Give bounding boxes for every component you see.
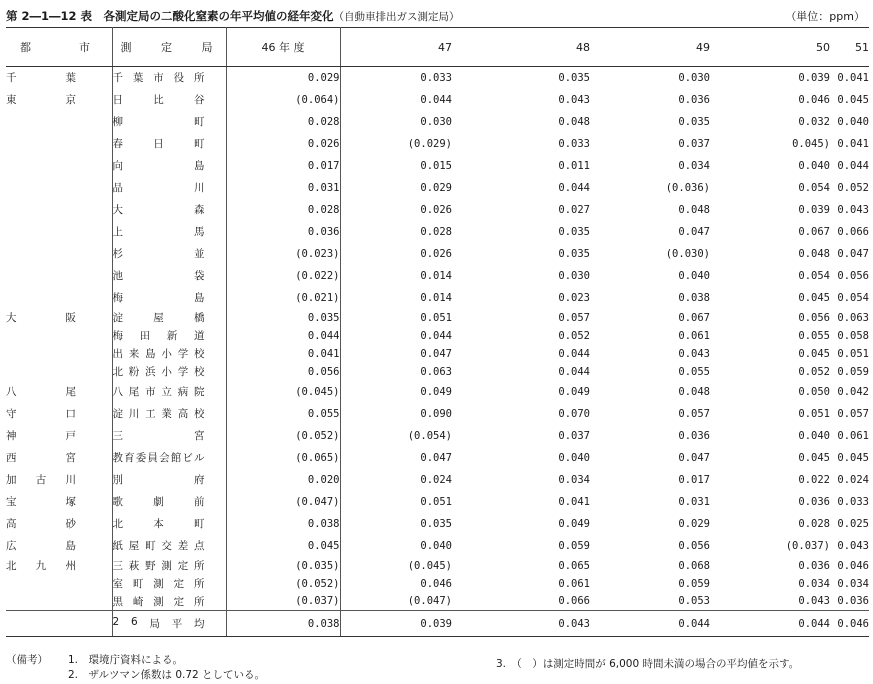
- station-cell: 北 粉 浜 小 学 校: [112, 363, 226, 381]
- value-cell: 0.029: [420, 181, 452, 194]
- note-3: 3. （ ）は測定時間が 6,000 時間未満の場合の平均値を示す。: [496, 658, 800, 670]
- value-cell: 0.051: [420, 495, 452, 508]
- value-cell: 0.047: [420, 347, 452, 360]
- value-cell: 0.045: [837, 451, 869, 464]
- value-cell: 0.056: [226, 363, 340, 381]
- value-cell: 0.049: [558, 517, 590, 530]
- value-cell: 0.033: [558, 137, 590, 150]
- value-cell: (0.052): [226, 575, 340, 593]
- value-cell: 0.045: [798, 291, 830, 304]
- value-cell: 0.057: [837, 407, 869, 420]
- table-row: [6, 491, 869, 513]
- value-cell: 0.051: [837, 347, 869, 360]
- city-cell: [6, 593, 112, 611]
- subtitle-text: （自動車排出ガス測定局）: [333, 11, 460, 23]
- value-cell: (0.045): [407, 559, 452, 572]
- header-year-48: 48: [452, 28, 590, 67]
- city-cell: 加 古 川: [6, 469, 112, 491]
- table-row: [6, 363, 869, 381]
- table-row: [6, 221, 869, 243]
- table-row: [6, 575, 869, 593]
- value-cell: 0.036: [678, 93, 710, 106]
- station-cell: 梅 田 新 道: [112, 327, 226, 345]
- value-cell: 0.048: [558, 115, 590, 128]
- city-cell: [6, 265, 112, 287]
- city-cell: [6, 575, 112, 593]
- table-row: [6, 111, 869, 133]
- station-cell: 歌 劇 前: [112, 491, 226, 513]
- value-cell: 0.040: [837, 115, 869, 128]
- station-cell: 品 川: [112, 177, 226, 199]
- table-row: [6, 535, 869, 557]
- value-cell: 0.028: [226, 199, 340, 221]
- value-cell: 0.047: [420, 451, 452, 464]
- value-cell: 0.030: [678, 71, 710, 84]
- station-cell: 上 馬: [112, 221, 226, 243]
- station-cell: 三 宮: [112, 425, 226, 447]
- value-cell: 0.040: [798, 159, 830, 172]
- value-cell: (0.052): [226, 425, 340, 447]
- station-cell: 向 島: [112, 155, 226, 177]
- station-cell: 2 6 局 平 均: [112, 611, 226, 637]
- value-cell: 0.028: [798, 517, 830, 530]
- table-row: [6, 287, 869, 309]
- value-cell: 0.038: [226, 611, 340, 637]
- value-cell: (0.029): [407, 137, 452, 150]
- table-title: [6, 8, 460, 24]
- city-cell: [6, 111, 112, 133]
- value-cell: 0.046: [837, 559, 869, 572]
- value-cell: 0.051: [798, 407, 830, 420]
- value-cell: 0.042: [837, 385, 869, 398]
- value-cell: 0.054: [837, 291, 869, 304]
- value-cell: 0.059: [837, 365, 869, 378]
- value-cell: 0.047: [678, 225, 710, 238]
- value-cell: 0.045): [792, 137, 830, 150]
- value-cell: 0.036: [226, 221, 340, 243]
- value-cell: 0.040: [678, 269, 710, 282]
- value-cell: 0.046: [798, 93, 830, 106]
- value-cell: 0.044: [710, 611, 830, 637]
- station-cell: 大 森: [112, 199, 226, 221]
- table-row: [6, 89, 869, 111]
- city-cell: 宝 塚: [6, 491, 112, 513]
- value-cell: 0.044: [590, 611, 710, 637]
- value-cell: 0.034: [678, 159, 710, 172]
- value-cell: 0.055: [226, 403, 340, 425]
- value-cell: (0.022): [226, 265, 340, 287]
- value-cell: 0.024: [420, 473, 452, 486]
- value-cell: 0.059: [558, 539, 590, 552]
- value-cell: 0.046: [830, 611, 869, 637]
- table-row: [6, 403, 869, 425]
- table-row: [6, 177, 869, 199]
- value-cell: (0.023): [226, 243, 340, 265]
- value-cell: 0.039: [798, 203, 830, 216]
- header-station: 測 定 局: [112, 28, 226, 67]
- value-cell: 0.040: [798, 429, 830, 442]
- value-cell: 0.054: [798, 269, 830, 282]
- value-cell: 0.041: [558, 495, 590, 508]
- city-cell: [6, 243, 112, 265]
- station-cell: 黒 崎 測 定 所: [112, 593, 226, 611]
- value-cell: 0.043: [837, 203, 869, 216]
- value-cell: 0.017: [226, 155, 340, 177]
- value-cell: 0.030: [420, 115, 452, 128]
- station-cell: 淀 屋 橋: [112, 309, 226, 327]
- value-cell: (0.064): [226, 89, 340, 111]
- value-cell: 0.043: [678, 347, 710, 360]
- value-cell: 0.024: [837, 473, 869, 486]
- value-cell: 0.045: [798, 347, 830, 360]
- value-cell: 0.038: [226, 513, 340, 535]
- header-year-47: 47: [340, 28, 452, 67]
- value-cell: 0.028: [420, 225, 452, 238]
- value-cell: 0.054: [798, 181, 830, 194]
- summary-row: [6, 611, 869, 637]
- header-year-51: 51: [830, 28, 869, 67]
- value-cell: 0.033: [420, 71, 452, 84]
- value-cell: (0.021): [226, 287, 340, 309]
- value-cell: (0.045): [226, 381, 340, 403]
- station-cell: 柳 町: [112, 111, 226, 133]
- value-cell: 0.044: [558, 181, 590, 194]
- station-cell: 八 尾 市 立 病 院: [112, 381, 226, 403]
- value-cell: 0.044: [420, 329, 452, 342]
- value-cell: 0.014: [420, 291, 452, 304]
- value-cell: 0.040: [420, 539, 452, 552]
- value-cell: 0.035: [558, 225, 590, 238]
- table-row: [6, 345, 869, 363]
- value-cell: 0.037: [678, 137, 710, 150]
- city-cell: [6, 199, 112, 221]
- header-city: 都 市: [6, 28, 112, 67]
- value-cell: 0.053: [678, 595, 710, 608]
- value-cell: 0.015: [420, 159, 452, 172]
- table-row: [6, 381, 869, 403]
- station-cell: 出 来 島 小 学 校: [112, 345, 226, 363]
- value-cell: (0.037): [785, 539, 830, 552]
- value-cell: 0.043: [837, 539, 869, 552]
- value-cell: 0.057: [678, 407, 710, 420]
- value-cell: 0.052: [558, 329, 590, 342]
- value-cell: 0.044: [420, 93, 452, 106]
- city-cell: 守 口: [6, 403, 112, 425]
- value-cell: 0.023: [558, 291, 590, 304]
- unit-label: （単位：ppm）: [785, 10, 865, 23]
- city-cell: 西 宮: [6, 447, 112, 469]
- value-cell: 0.063: [420, 365, 452, 378]
- value-cell: 0.047: [837, 247, 869, 260]
- value-cell: 0.045: [798, 451, 830, 464]
- value-cell: 0.065: [558, 559, 590, 572]
- value-cell: 0.043: [558, 93, 590, 106]
- table-row: [6, 67, 869, 89]
- value-cell: 0.028: [226, 111, 340, 133]
- value-cell: 0.067: [678, 311, 710, 324]
- value-cell: 0.017: [678, 473, 710, 486]
- value-cell: (0.036): [665, 181, 710, 194]
- value-cell: 0.046: [420, 577, 452, 590]
- table-row: [6, 155, 869, 177]
- value-cell: 0.035: [678, 115, 710, 128]
- value-cell: 0.059: [678, 577, 710, 590]
- value-cell: 0.055: [678, 365, 710, 378]
- value-cell: 0.035: [558, 71, 590, 84]
- value-cell: 0.034: [558, 473, 590, 486]
- table-row: [6, 133, 869, 155]
- value-cell: 0.052: [837, 181, 869, 194]
- value-cell: 0.039: [798, 71, 830, 84]
- value-cell: 0.061: [837, 429, 869, 442]
- value-cell: 0.036: [798, 495, 830, 508]
- value-cell: 0.061: [678, 329, 710, 342]
- value-cell: 0.041: [226, 345, 340, 363]
- value-cell: 0.044: [558, 365, 590, 378]
- table-row: [6, 327, 869, 345]
- value-cell: 0.041: [837, 71, 869, 84]
- header-year-50: 50: [710, 28, 830, 67]
- table-row: [6, 469, 869, 491]
- value-cell: 0.011: [558, 159, 590, 172]
- value-cell: 0.066: [558, 595, 590, 608]
- table-row: [6, 425, 869, 447]
- table-body: [6, 67, 869, 637]
- value-cell: 0.052: [798, 365, 830, 378]
- city-cell: [6, 611, 112, 637]
- station-cell: 春 日 町: [112, 133, 226, 155]
- table-row: [6, 265, 869, 287]
- value-cell: 0.030: [558, 269, 590, 282]
- value-cell: 0.056: [798, 311, 830, 324]
- value-cell: 0.048: [798, 247, 830, 260]
- city-cell: 北 九 州: [6, 557, 112, 575]
- value-cell: 0.034: [798, 577, 830, 590]
- header-year-46: 46 年 度: [226, 28, 340, 67]
- table-row: [6, 309, 869, 327]
- station-cell: 池 袋: [112, 265, 226, 287]
- station-cell: 杉 並: [112, 243, 226, 265]
- value-cell: 0.048: [678, 203, 710, 216]
- value-cell: 0.033: [837, 495, 869, 508]
- city-cell: [6, 345, 112, 363]
- value-cell: 0.022: [798, 473, 830, 486]
- station-cell: 教 育 委 員 会 館 ビ ル: [112, 447, 226, 469]
- city-cell: 千 葉: [6, 67, 112, 89]
- value-cell: 0.032: [798, 115, 830, 128]
- value-cell: 0.047: [678, 451, 710, 464]
- table-row: [6, 593, 869, 611]
- value-cell: 0.044: [226, 327, 340, 345]
- value-cell: 0.041: [837, 137, 869, 150]
- station-cell: 梅 島: [112, 287, 226, 309]
- notes-label: （備考）: [6, 654, 48, 666]
- value-cell: 0.031: [678, 495, 710, 508]
- city-cell: [6, 363, 112, 381]
- note-1: 1. 環境庁資料による。: [68, 654, 184, 666]
- city-cell: [6, 155, 112, 177]
- value-cell: 0.063: [837, 311, 869, 324]
- value-cell: 0.056: [837, 269, 869, 282]
- value-cell: (0.047): [407, 595, 452, 608]
- value-cell: 0.048: [678, 385, 710, 398]
- value-cell: 0.026: [226, 133, 340, 155]
- value-cell: (0.030): [665, 247, 710, 260]
- value-cell: 0.045: [837, 93, 869, 106]
- title-text: 第 2―1―12 表 各測定局の二酸化窒素の年平均値の経年変化: [6, 9, 334, 23]
- value-cell: 0.014: [420, 269, 452, 282]
- value-cell: 0.068: [678, 559, 710, 572]
- value-cell: 0.056: [678, 539, 710, 552]
- value-cell: 0.029: [678, 517, 710, 530]
- value-cell: 0.035: [226, 309, 340, 327]
- value-cell: 0.038: [678, 291, 710, 304]
- value-cell: 0.090: [420, 407, 452, 420]
- city-cell: [6, 177, 112, 199]
- value-cell: 0.043: [452, 611, 590, 637]
- header-row: [6, 28, 869, 67]
- table-row: [6, 557, 869, 575]
- station-cell: 淀 川 工 業 高 校: [112, 403, 226, 425]
- city-cell: [6, 221, 112, 243]
- value-cell: 0.039: [340, 611, 452, 637]
- station-cell: 北 本 町: [112, 513, 226, 535]
- value-cell: 0.020: [226, 469, 340, 491]
- value-cell: 0.043: [798, 595, 830, 608]
- value-cell: 0.026: [420, 247, 452, 260]
- value-cell: 0.044: [558, 347, 590, 360]
- table-row: [6, 199, 869, 221]
- table-row: [6, 447, 869, 469]
- value-cell: 0.035: [420, 517, 452, 530]
- city-cell: [6, 133, 112, 155]
- value-cell: (0.065): [226, 447, 340, 469]
- value-cell: 0.027: [558, 203, 590, 216]
- value-cell: 0.057: [558, 311, 590, 324]
- value-cell: (0.035): [226, 557, 340, 575]
- station-cell: 別 府: [112, 469, 226, 491]
- station-cell: 千 葉 市 役 所: [112, 67, 226, 89]
- value-cell: 0.049: [558, 385, 590, 398]
- note-2: 2. ザルツマン係数は 0.72 としている。: [68, 669, 266, 681]
- value-cell: 0.049: [420, 385, 452, 398]
- value-cell: 0.029: [226, 67, 340, 89]
- value-cell: 0.044: [837, 159, 869, 172]
- header-year-49: 49: [590, 28, 710, 67]
- value-cell: 0.025: [837, 517, 869, 530]
- city-cell: [6, 327, 112, 345]
- city-cell: 大 阪: [6, 309, 112, 327]
- city-cell: 八 尾: [6, 381, 112, 403]
- city-cell: [6, 287, 112, 309]
- value-cell: 0.061: [558, 577, 590, 590]
- value-cell: 0.055: [798, 329, 830, 342]
- value-cell: 0.037: [558, 429, 590, 442]
- value-cell: 0.031: [226, 177, 340, 199]
- city-cell: 高 砂: [6, 513, 112, 535]
- station-cell: 日 比 谷: [112, 89, 226, 111]
- city-cell: 神 戸: [6, 425, 112, 447]
- value-cell: 0.036: [837, 595, 869, 608]
- no2-annual-table: [6, 27, 869, 637]
- station-cell: 紙 屋 町 交 差 点: [112, 535, 226, 557]
- value-cell: 0.058: [837, 329, 869, 342]
- table-row: [6, 513, 869, 535]
- station-cell: 三 萩 野 測 定 所: [112, 557, 226, 575]
- city-cell: 広 島: [6, 535, 112, 557]
- value-cell: 0.036: [798, 559, 830, 572]
- value-cell: (0.037): [226, 593, 340, 611]
- value-cell: 0.067: [798, 225, 830, 238]
- value-cell: 0.034: [837, 577, 869, 590]
- station-cell: 室 町 測 定 所: [112, 575, 226, 593]
- value-cell: 0.045: [226, 535, 340, 557]
- value-cell: 0.066: [837, 225, 869, 238]
- value-cell: 0.035: [558, 247, 590, 260]
- value-cell: 0.036: [678, 429, 710, 442]
- table-row: [6, 243, 869, 265]
- value-cell: (0.054): [407, 429, 452, 442]
- value-cell: 0.026: [420, 203, 452, 216]
- value-cell: (0.047): [226, 491, 340, 513]
- value-cell: 0.040: [558, 451, 590, 464]
- city-cell: 東 京: [6, 89, 112, 111]
- value-cell: 0.050: [798, 385, 830, 398]
- value-cell: 0.051: [420, 311, 452, 324]
- value-cell: 0.070: [558, 407, 590, 420]
